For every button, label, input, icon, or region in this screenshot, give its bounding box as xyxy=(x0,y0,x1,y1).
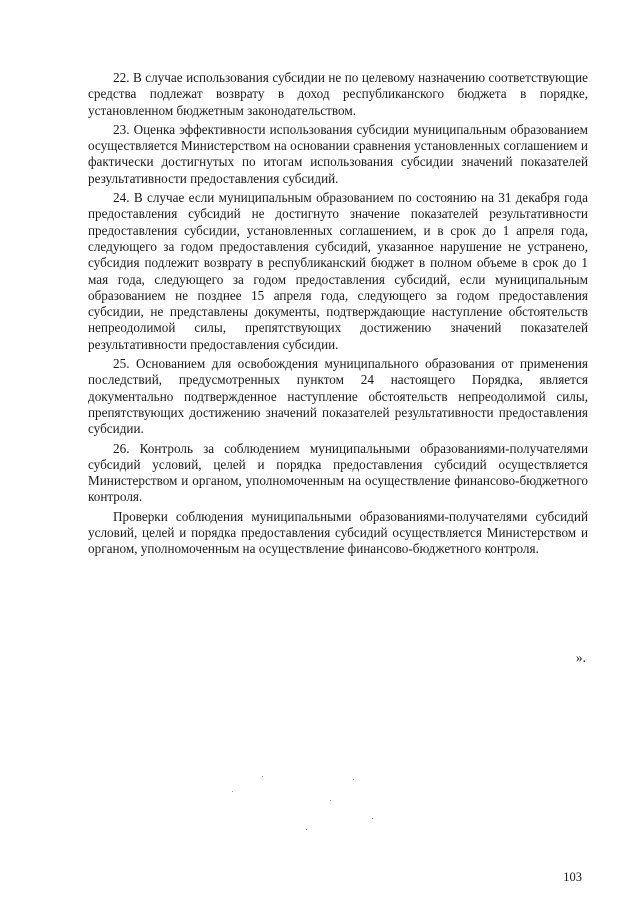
paragraph-24: 24. В случае если муниципальным образованием по состоянию на 31 декабря года предоставления субсидий не достигнуто значение показателей результативности предоставления субсидии, установленных соглашением, и в срок до 1 апреля года, следующего за годом предоставления субсидий, указанное нарушение не устранено, субсидия подлежит возврату в республиканский бюджет в полном объеме в срок до 1 мая года, следующего за годом предоставления субсидий, если муниципальным образованием не позднее 15 апреля года, следующего за годом предоставления субсидии, не представлены документы, подтверждающие наступление обстоятельств непреодолимой силы, препятствующих достижению значений показателей результативности предоставления субсидии. xyxy=(88,190,588,352)
scan-speck xyxy=(372,818,373,819)
paragraph-26: 26. Контроль за соблюдением муниципальными образованиями-получателями субсидий условий, целей и порядка предоставления субсидий осуществляется Министерством и органом, уполномоченным на осуществление финансово-бюджетного контроля. xyxy=(88,440,588,505)
page-number: 103 xyxy=(563,870,582,884)
scan-speck xyxy=(262,776,263,777)
scan-speck xyxy=(306,829,307,830)
document-body xyxy=(88,70,588,561)
paragraph-23: 23. Оценка эффективности использования субсидии муниципальным образованием осуществляется Министерством на основании сравнения установленных соглашением и фактически достигнутых по итогам использования субсидии значений показателей результативности предоставления субсидий. xyxy=(88,121,588,186)
scan-speck xyxy=(330,800,331,801)
scan-speck xyxy=(353,779,354,780)
paragraph-25: 25. Основанием для освобождения муниципального образования от применения последствий, предусмотренных пунктом 24 настоящего Порядка, является документально подтвержденное наступление обстоятельств непреодолимой силы, препятствующих достижению значений показателей результативности предоставления субсидии. xyxy=(88,356,588,437)
paragraph-inspections: Проверки соблюдения муниципальными образованиями-получателями субсидий условий, целей и порядка предоставления субсидий осуществляется Министерством и органом, уполномоченным на осуществление финансово-бюджетного контроля. xyxy=(88,508,588,557)
closing-quote-mark: ». xyxy=(575,650,586,665)
paragraph-22: 22. В случае использования субсидии не по целевому назначению соответствующие средства подлежат возврату в доход республиканского бюджета в порядке, установленном бюджетным законодательством. xyxy=(88,70,588,118)
scan-speck xyxy=(232,791,233,792)
